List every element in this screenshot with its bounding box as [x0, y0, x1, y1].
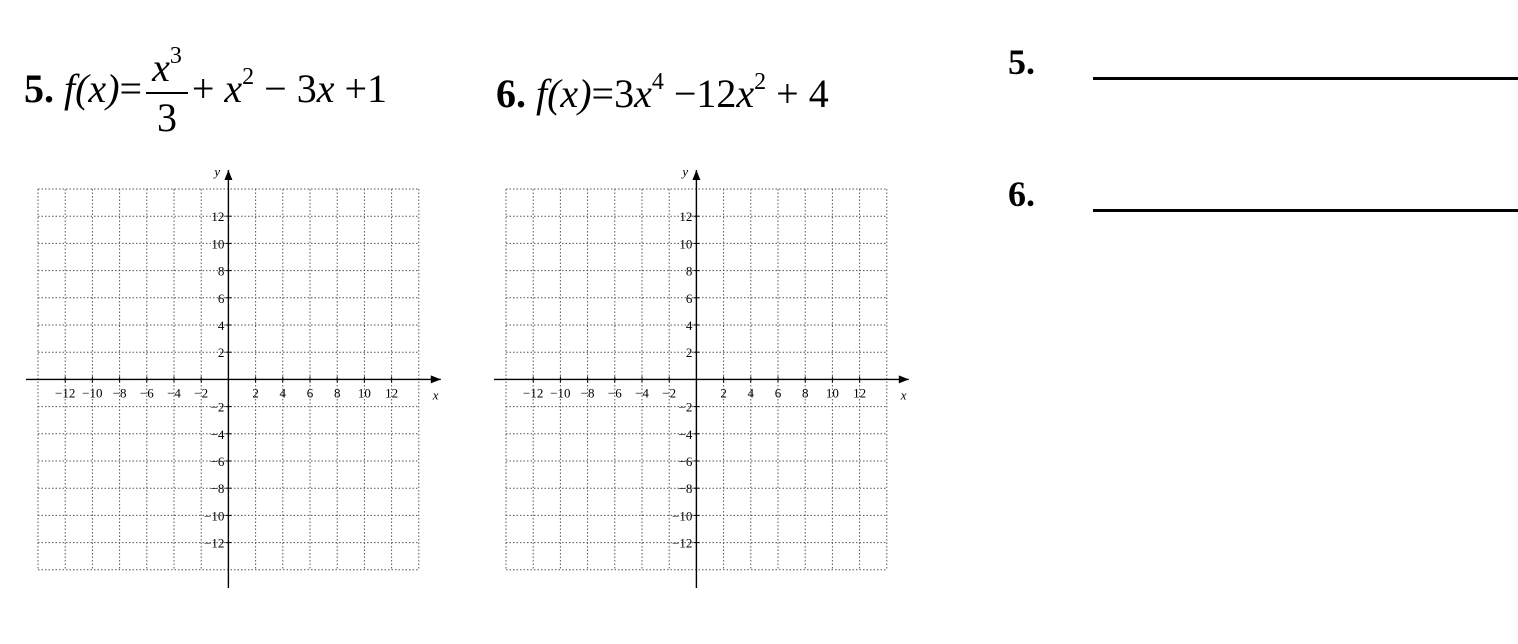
y-tick-label: −12 — [204, 535, 225, 551]
y-tick-label: −10 — [672, 508, 693, 524]
y-tick-label: −2 — [678, 399, 693, 415]
x-tick-label: 10 — [357, 385, 371, 401]
y-tick-label: −4 — [210, 426, 225, 442]
y-tick-label: 4 — [685, 318, 693, 333]
coordinate-grid-5[interactable] — [22, 164, 452, 588]
y-tick-label: 8 — [685, 263, 693, 279]
problem-6-equation: 6. $f(x)=3x^4 -12x^2 + 4$ — [496, 69, 829, 116]
answer-6 — [1008, 176, 1518, 212]
x-tick-label: −4 — [167, 385, 181, 401]
y-axis-label: y — [214, 164, 221, 179]
x-tick-label: −8 — [112, 385, 127, 401]
y-tick-label: 12 — [679, 209, 693, 225]
x-axis-arrow — [431, 375, 441, 383]
y-tick-label: 8 — [217, 263, 225, 279]
answer-line[interactable] — [1093, 77, 1518, 80]
y-tick-label: 2 — [217, 345, 225, 361]
coordinate-grid-6[interactable] — [490, 164, 920, 588]
function-name: f(x) — [64, 66, 120, 112]
x-tick-label: −2 — [662, 385, 677, 401]
answer-label: 6. — [1008, 174, 1035, 214]
x-tick-label: −6 — [139, 385, 154, 401]
answer-label: 5. — [1008, 42, 1035, 82]
x-tick-label: −10 — [550, 385, 571, 401]
y-tick-label: −12 — [672, 535, 693, 551]
y-tick-label: −4 — [678, 426, 693, 442]
x-tick-label: 2 — [252, 385, 259, 401]
x-axis-arrow — [899, 375, 909, 383]
x-tick-label: −12 — [523, 385, 544, 401]
x-tick-label: 6 — [306, 385, 314, 401]
x-tick-label: −4 — [635, 385, 649, 401]
x-tick-label: 12 — [385, 385, 399, 401]
y-axis-arrow — [224, 170, 232, 180]
problem-number: 5. — [24, 66, 54, 112]
equals-sign: = — [119, 66, 143, 112]
y-tick-label: 4 — [217, 318, 225, 333]
answer-line[interactable] — [1093, 209, 1518, 212]
y-tick-label: −2 — [210, 399, 225, 415]
y-tick-label: 6 — [217, 290, 225, 306]
x-tick-label: 6 — [774, 385, 782, 401]
problem-5-equation: 5. f(x)= $\frac{x^3}{3}$ + $x^2 - 3x +1$ — [24, 43, 388, 140]
y-tick-label: 12 — [211, 209, 225, 225]
y-axis-label: y — [682, 164, 689, 179]
x-tick-label: 12 — [853, 385, 867, 401]
y-tick-label: 10 — [679, 236, 693, 252]
fraction: $\frac{x^3}{3}$ — [146, 48, 188, 138]
x-tick-label: −6 — [607, 385, 622, 401]
x-axis-label: x — [900, 387, 907, 403]
y-tick-label: 6 — [685, 290, 693, 306]
x-tick-label: −10 — [82, 385, 103, 401]
y-tick-label: 2 — [685, 345, 693, 361]
x-axis-label: x — [432, 387, 439, 403]
equals-sign: = — [591, 71, 615, 116]
function-name: f(x) — [536, 71, 592, 116]
x-tick-label: −2 — [194, 385, 209, 401]
y-tick-label: −8 — [678, 481, 693, 497]
y-axis-arrow — [692, 170, 700, 180]
y-tick-label: −10 — [204, 508, 225, 524]
answer-5 — [1008, 44, 1518, 80]
x-tick-label: 4 — [279, 385, 287, 401]
y-tick-label: −6 — [210, 454, 225, 469]
problem-number: 6. — [496, 71, 526, 116]
x-tick-label: 8 — [801, 385, 809, 401]
x-tick-label: 2 — [720, 385, 727, 401]
x-tick-label: 10 — [825, 385, 839, 401]
y-tick-label: −8 — [210, 481, 225, 497]
x-tick-label: 4 — [747, 385, 755, 401]
y-tick-label: 10 — [211, 236, 225, 252]
x-tick-label: −8 — [580, 385, 595, 401]
x-tick-label: 8 — [333, 385, 341, 401]
x-tick-label: −12 — [55, 385, 76, 401]
y-tick-label: −6 — [678, 454, 693, 469]
